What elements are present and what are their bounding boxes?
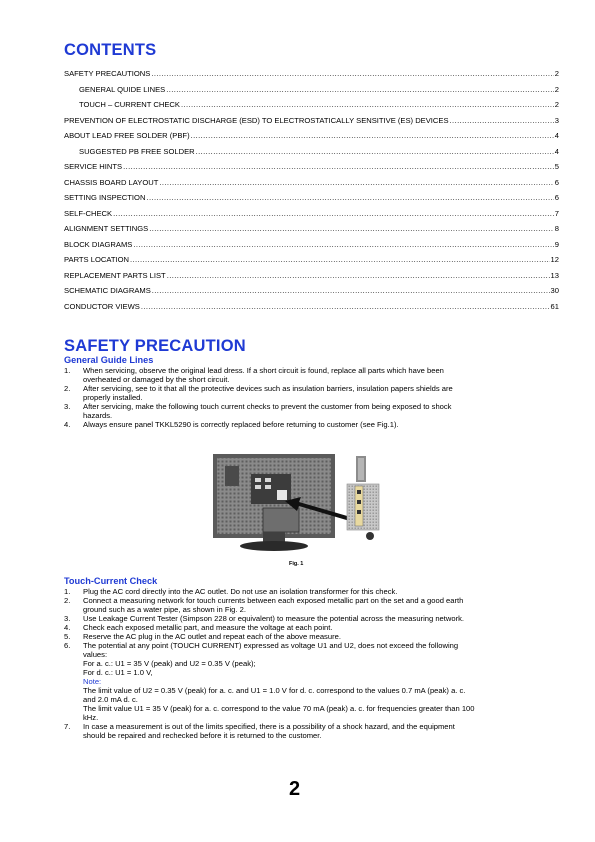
list-item	[64, 420, 554, 429]
toc-entry-title: ALIGNMENT SETTINGS	[64, 224, 149, 233]
list-item	[64, 366, 554, 384]
tv-back-panel-figure	[213, 452, 393, 560]
list-item-line: hazards.	[83, 411, 113, 420]
list-item	[64, 722, 554, 740]
toc-entry-page: 13	[550, 270, 559, 280]
toc-leader-dots	[166, 85, 554, 94]
touch-current-list	[64, 587, 554, 740]
list-item-number: 7.	[64, 722, 71, 731]
toc-entry-page: 3	[554, 115, 559, 125]
note-line: The limit value U1 = 35 V (peak) for a. c. correspond to the value 70 mA (peak) a. c. for frequencies greater than 100	[83, 704, 475, 713]
list-item-number: 3.	[64, 614, 71, 623]
list-item-line: Use Leakage Current Tester (Simpson 228 or equivalent) to measure the potential across the measuring network.	[83, 614, 465, 623]
list-item-number: 3.	[64, 402, 71, 411]
list-item-number: 1.	[64, 366, 71, 375]
toc-leader-dots	[159, 178, 553, 187]
toc-entry-page: 6	[554, 177, 559, 187]
toc-entry-page: 2	[554, 69, 559, 78]
list-item-line: When servicing, observe the original lead dress. If a short circuit is found, replace all parts which have been	[83, 366, 444, 375]
toc-entry[interactable]	[64, 240, 559, 256]
toc-leader-dots	[133, 240, 553, 249]
list-item-line: Connect a measuring network for touch currents between each exposed metallic part on the set and a good earth	[83, 596, 464, 605]
toc-entry-title: TOUCH – CURRENT CHECK	[79, 100, 180, 109]
toc-entry[interactable]	[64, 85, 559, 101]
toc-entry[interactable]	[64, 255, 559, 271]
toc-entry-page: 4	[554, 131, 559, 140]
toc-entry-title: GENERAL QUIDE LINES	[79, 84, 166, 94]
list-item-line: For d. c.: U1 = 1.0 V,	[83, 668, 153, 677]
page-number: 2	[289, 778, 301, 800]
toc-entry-title: PARTS LOCATION	[64, 255, 129, 264]
general-guidelines-list	[64, 366, 554, 429]
list-item-line: The potential at any point (TOUCH CURRENT) expressed as voltage U1 and U2, does not exceed the following	[83, 641, 459, 650]
list-item	[64, 632, 554, 641]
toc-entry-title: CONDUCTOR VIEWS	[64, 301, 140, 311]
toc-entry-page: 30	[550, 286, 559, 295]
list-item	[64, 623, 554, 632]
list-item	[64, 384, 554, 402]
toc-entry-page: 12	[550, 255, 559, 264]
toc-leader-dots	[152, 286, 550, 295]
toc-entry[interactable]	[64, 224, 559, 240]
toc-entry[interactable]	[64, 271, 559, 287]
list-item-line: values:	[83, 650, 108, 659]
toc-leader-dots	[141, 302, 550, 311]
toc-leader-dots	[181, 100, 554, 109]
toc-entry[interactable]	[64, 286, 559, 302]
toc-entry[interactable]	[64, 116, 559, 132]
list-item-number: 2.	[64, 384, 71, 393]
toc-entry-title: SAFETY PRECAUTIONS	[64, 69, 151, 78]
toc-entry-page: 7	[554, 208, 559, 218]
toc-entry[interactable]	[64, 69, 559, 85]
list-item-line: After servicing, make the following touch current checks to prevent the customer from being exposed to shock	[83, 402, 452, 411]
toc-entry[interactable]	[64, 178, 559, 194]
list-item	[64, 402, 554, 420]
touch-current-heading: Touch-Current Check	[64, 576, 158, 586]
toc-entry[interactable]	[64, 147, 559, 163]
toc-leader-dots	[151, 69, 553, 78]
toc-entry-page: 9	[554, 239, 559, 249]
toc-leader-dots	[146, 193, 553, 202]
tv-rear-illustration	[213, 452, 393, 560]
list-item	[64, 614, 554, 623]
toc-entry-page: 61	[550, 301, 559, 311]
note-line: kHz.	[83, 713, 99, 722]
toc-leader-dots	[450, 116, 554, 125]
toc-entry[interactable]	[64, 193, 559, 209]
toc-leader-dots	[123, 162, 554, 171]
list-item-line: Plug the AC cord directly into the AC outlet. Do not use an isolation transformer for this check.	[83, 587, 398, 596]
toc-entry-title: SCHEMATIC DIAGRAMS	[64, 286, 151, 295]
list-item-line: Reserve the AC plug in the AC outlet and repeat each of the above measure.	[83, 632, 341, 641]
toc-entry[interactable]	[64, 162, 559, 178]
list-item-number: 4.	[64, 420, 71, 429]
toc-entry-title: SUGGESTED PB FREE SOLDER	[79, 146, 195, 156]
toc-entry[interactable]	[64, 131, 559, 147]
list-item	[64, 641, 554, 722]
toc-entry-title: BLOCK DIAGRAMS	[64, 239, 133, 249]
figure-caption: Fig. 1	[289, 561, 304, 567]
note-line: and 2.0 mA d. c.	[83, 695, 138, 704]
list-item-line: Always ensure panel TKKL5290 is correctly replaced before returning to customer (see Fig.1).	[83, 420, 399, 429]
table-of-contents	[64, 69, 559, 317]
note-label: Note:	[83, 677, 102, 686]
list-item-number: 5.	[64, 632, 71, 641]
list-item-line: ground such as a water pipe, as shown in Fig. 2.	[83, 605, 246, 614]
toc-leader-dots	[130, 255, 550, 264]
list-item-number: 6.	[64, 641, 71, 650]
toc-entry-title: PREVENTION OF ELECTROSTATIC DISCHARGE (ESD) TO ELECTROSTATICALLY SENSITIVE (ES) DEVICES	[64, 115, 449, 125]
toc-entry-title: ABOUT LEAD FREE SOLDER (PBF)	[64, 131, 190, 140]
toc-entry-title: SERVICE HINTS	[64, 162, 123, 171]
toc-entry-title: SETTING INSPECTION	[64, 193, 146, 202]
contents-heading: CONTENTS	[64, 41, 157, 59]
list-item-line: properly installed.	[83, 393, 143, 402]
toc-entry-page: 5	[554, 162, 559, 171]
list-item-line: After servicing, see to it that all the protective devices such as insulation barriers, insulation papers shields are	[83, 384, 453, 393]
toc-entry-title: SELF-CHECK	[64, 208, 113, 218]
list-item-number: 2.	[64, 596, 71, 605]
toc-leader-dots	[191, 131, 554, 140]
toc-leader-dots	[149, 224, 554, 233]
toc-leader-dots	[167, 271, 550, 280]
toc-entry-page: 2	[554, 100, 559, 109]
toc-entry-page: 6	[554, 193, 559, 202]
safety-heading: SAFETY PRECAUTION	[64, 337, 246, 355]
toc-entry-page: 8	[554, 224, 559, 233]
list-item-number: 1.	[64, 587, 71, 596]
toc-entry-page: 2	[554, 84, 559, 94]
toc-entry-title: REPLACEMENT PARTS LIST	[64, 270, 166, 280]
list-item	[64, 596, 554, 614]
note-line: The limit value of U2 = 0.35 V (peak) for a. c. and U1 = 1.0 V for d. c. correspond to the values 0.7 mA (peak) a. c.	[83, 686, 466, 695]
list-item-line: should be repaired and rechecked before it is returned to the customer.	[83, 731, 322, 740]
list-item-line: overheated or damaged by the short circuit.	[83, 375, 230, 384]
toc-entry[interactable]	[64, 100, 559, 116]
list-item-line: In case a measurement is out of the limits specified, there is a possibility of a shock hazard, and the equipment	[83, 722, 455, 731]
toc-entry-title: CHASSIS BOARD LAYOUT	[64, 177, 159, 187]
toc-leader-dots	[196, 147, 554, 156]
toc-leader-dots	[113, 209, 554, 218]
general-guidelines-heading: General Guide Lines	[64, 355, 154, 365]
toc-entry[interactable]	[64, 209, 559, 225]
list-item-line: Check each exposed metallic part, and measure the voltage at each point.	[83, 623, 333, 632]
toc-entry[interactable]	[64, 302, 559, 318]
list-item-number: 4.	[64, 623, 71, 632]
toc-entry-page: 4	[554, 146, 559, 156]
list-item	[64, 587, 554, 596]
list-item-line: For a. c.: U1 = 35 V (peak) and U2 = 0.35 V (peak);	[83, 659, 256, 668]
